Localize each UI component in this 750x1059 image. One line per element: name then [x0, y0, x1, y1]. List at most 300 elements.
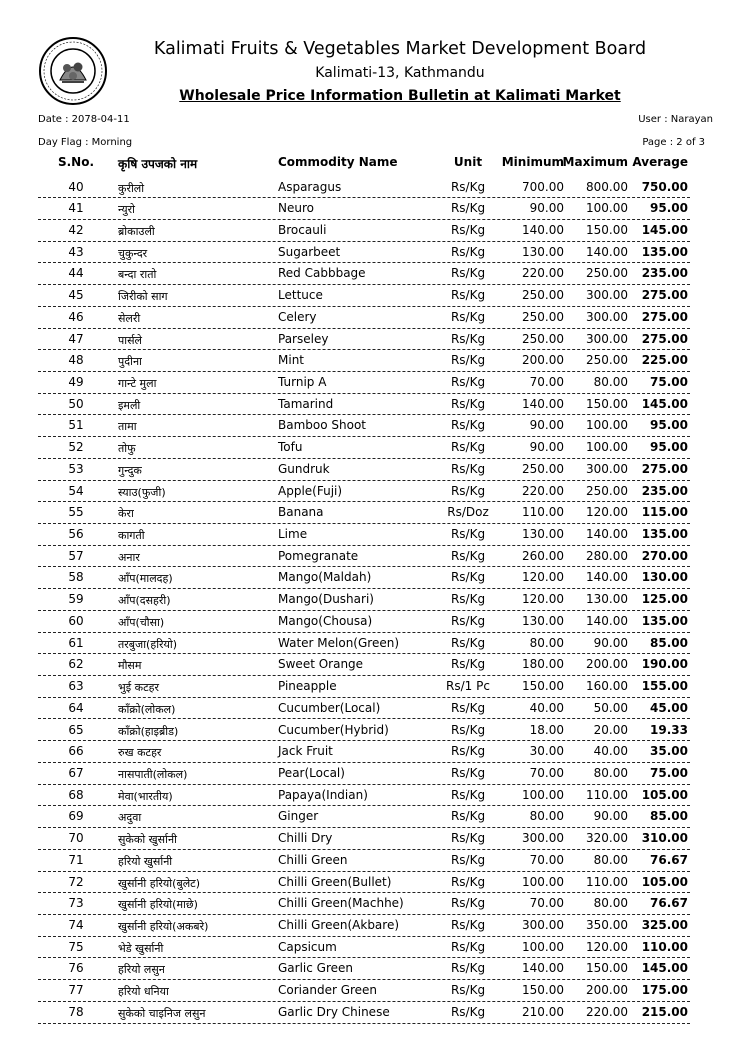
- row-maximum: 300.00: [586, 309, 628, 324]
- row-nepali-name: अदुवा: [118, 811, 142, 825]
- bulletin-title: Wholesale Price Information Bulletin at Kalimati Market: [179, 88, 621, 104]
- table-row: [38, 523, 690, 546]
- row-maximum: 110.00: [586, 787, 628, 802]
- row-nepali-name: खुर्सानी हरियो(माछे): [118, 898, 198, 912]
- row-sno: 51: [68, 418, 84, 433]
- row-maximum: 80.00: [593, 374, 628, 389]
- row-unit: Rs/Kg: [450, 527, 486, 542]
- row-sno: 40: [68, 179, 84, 194]
- table-row: [38, 480, 690, 503]
- row-commodity-name: Water Melon(Green): [278, 635, 400, 650]
- row-nepali-name: खुर्सानी हरियो(अकबरे): [118, 919, 209, 933]
- row-unit: Rs/Kg: [450, 896, 486, 911]
- table-row: [38, 501, 690, 524]
- row-average: 75.00: [650, 374, 688, 389]
- row-maximum: 250.00: [586, 353, 628, 368]
- table-row: [38, 697, 690, 720]
- row-sno: 64: [68, 700, 84, 715]
- row-average: 75.00: [650, 765, 688, 780]
- row-nepali-name: पुदीना: [118, 355, 142, 369]
- row-sno: 55: [68, 505, 84, 520]
- row-minimum: 70.00: [529, 896, 564, 911]
- table-row: [38, 349, 690, 372]
- row-maximum: 350.00: [586, 917, 628, 932]
- row-maximum: 250.00: [586, 266, 628, 281]
- row-commodity-name: Chilli Green(Akbare): [278, 917, 400, 932]
- row-sno: 47: [68, 331, 84, 346]
- row-minimum: 220.00: [522, 483, 564, 498]
- row-nepali-name: तामा: [118, 420, 137, 434]
- row-minimum: 90.00: [529, 440, 564, 455]
- row-commodity-name: Bamboo Shoot: [278, 418, 367, 433]
- table-row: [38, 632, 690, 655]
- row-nepali-name: आँप(दसहरी): [118, 594, 171, 608]
- row-commodity-name: Sugarbeet: [278, 244, 341, 259]
- row-nepali-name: पार्सले: [118, 333, 142, 347]
- row-average: 215.00: [641, 1004, 688, 1019]
- row-maximum: 90.00: [593, 635, 628, 650]
- row-average: 190.00: [641, 657, 688, 672]
- row-nepali-name: चुकुन्दर: [118, 246, 148, 260]
- row-commodity-name: Pear(Local): [278, 765, 345, 780]
- row-unit: Rs/Kg: [450, 874, 486, 889]
- row-sno: 75: [68, 939, 84, 954]
- report-user: User : Narayan: [638, 114, 713, 125]
- row-maximum: 80.00: [593, 852, 628, 867]
- row-sno: 48: [68, 353, 84, 368]
- row-nepali-name: भुई कटहर: [118, 681, 159, 695]
- row-average: 19.33: [650, 722, 688, 737]
- row-minimum: 300.00: [522, 831, 564, 846]
- row-nepali-name: सेलरी: [118, 311, 141, 325]
- row-sno: 65: [68, 722, 84, 737]
- row-minimum: 110.00: [522, 505, 564, 520]
- row-minimum: 30.00: [529, 744, 564, 759]
- col-header-nepali: कृषि उपजको नाम: [118, 157, 198, 171]
- table-row: [38, 784, 690, 807]
- table-row: [38, 393, 690, 416]
- row-average: 105.00: [641, 874, 688, 889]
- row-average: 225.00: [641, 353, 688, 368]
- row-commodity-name: Coriander Green: [278, 983, 378, 998]
- row-maximum: 80.00: [593, 896, 628, 911]
- row-sno: 77: [68, 983, 84, 998]
- row-commodity-name: Garlic Green: [278, 961, 354, 976]
- row-nepali-name: इमली: [118, 398, 141, 412]
- row-minimum: 40.00: [529, 700, 564, 715]
- row-maximum: 150.00: [586, 222, 628, 237]
- row-unit: Rs/Doz: [447, 505, 489, 520]
- row-average: 95.00: [650, 201, 688, 216]
- row-nepali-name: केरा: [118, 507, 134, 521]
- row-unit: Rs/Kg: [450, 418, 486, 433]
- row-maximum: 160.00: [586, 679, 628, 694]
- row-sno: 61: [68, 635, 84, 650]
- row-average: 275.00: [641, 331, 688, 346]
- row-unit: Rs/Kg: [450, 592, 486, 607]
- table-row: [38, 871, 690, 894]
- row-sno: 70: [68, 831, 84, 846]
- row-minimum: 100.00: [522, 939, 564, 954]
- row-nepali-name: तरबुजा(हरियो): [118, 637, 178, 651]
- row-maximum: 320.00: [586, 831, 628, 846]
- row-maximum: 100.00: [586, 440, 628, 455]
- row-commodity-name: Mango(Chousa): [278, 613, 373, 628]
- row-average: 45.00: [650, 700, 688, 715]
- row-commodity-name: Mango(Dushari): [278, 592, 374, 607]
- row-average: 35.00: [650, 744, 688, 759]
- row-average: 275.00: [641, 288, 688, 303]
- row-nepali-name: काँक्रो(लोकल): [118, 702, 176, 716]
- table-row: [38, 610, 690, 633]
- row-nepali-name: मौसम: [118, 659, 142, 673]
- row-commodity-name: Red Cabbbage: [278, 266, 366, 281]
- row-nepali-name: खुर्सानी हरियो(बुलेट): [118, 876, 201, 890]
- row-sno: 50: [68, 396, 84, 411]
- table-row: [38, 436, 690, 459]
- row-commodity-name: Banana: [278, 505, 324, 520]
- row-sno: 52: [68, 440, 84, 455]
- row-sno: 76: [68, 961, 84, 976]
- row-commodity-name: Chilli Green(Machhe): [278, 896, 404, 911]
- row-sno: 45: [68, 288, 84, 303]
- row-nepali-name: कागती: [118, 529, 145, 543]
- row-maximum: 300.00: [586, 461, 628, 476]
- row-maximum: 200.00: [586, 983, 628, 998]
- row-average: 105.00: [641, 787, 688, 802]
- row-maximum: 800.00: [586, 179, 628, 194]
- row-commodity-name: Pineapple: [278, 679, 337, 694]
- row-minimum: 140.00: [522, 222, 564, 237]
- row-commodity-name: Lime: [278, 527, 308, 542]
- row-commodity-name: Asparagus: [278, 179, 342, 194]
- row-commodity-name: Mint: [278, 353, 304, 368]
- row-unit: Rs/Kg: [450, 396, 486, 411]
- row-nepali-name: नासपाती(लोकल): [118, 767, 188, 781]
- row-unit: Rs/Kg: [450, 266, 486, 281]
- row-sno: 42: [68, 222, 84, 237]
- row-average: 115.00: [641, 505, 688, 520]
- row-average: 135.00: [641, 244, 688, 259]
- row-sno: 69: [68, 809, 84, 824]
- row-average: 85.00: [650, 635, 688, 650]
- row-maximum: 50.00: [593, 700, 628, 715]
- row-nepali-name: रुख कटहर: [118, 746, 162, 760]
- row-minimum: 90.00: [529, 418, 564, 433]
- row-commodity-name: Gundruk: [278, 461, 330, 476]
- row-maximum: 120.00: [586, 505, 628, 520]
- row-sno: 46: [68, 309, 84, 324]
- row-minimum: 140.00: [522, 396, 564, 411]
- row-unit: Rs/Kg: [450, 201, 486, 216]
- row-nepali-name: हरियो धनिया: [118, 985, 169, 999]
- table-row: [38, 219, 690, 242]
- col-header-maximum: Maximum: [562, 155, 628, 169]
- row-commodity-name: Brocauli: [278, 222, 327, 237]
- row-minimum: 250.00: [522, 288, 564, 303]
- row-minimum: 80.00: [529, 809, 564, 824]
- table-row: [38, 197, 690, 220]
- row-nepali-name: काँक्रो(हाइब्रीड): [118, 724, 179, 738]
- table-row: [38, 653, 690, 676]
- row-nepali-name: बन्दा रातो: [118, 268, 157, 282]
- row-minimum: 250.00: [522, 309, 564, 324]
- row-maximum: 90.00: [593, 809, 628, 824]
- row-minimum: 130.00: [522, 613, 564, 628]
- table-row: [38, 762, 690, 785]
- row-unit: Rs/Kg: [450, 483, 486, 498]
- row-minimum: 210.00: [522, 1004, 564, 1019]
- row-maximum: 130.00: [586, 592, 628, 607]
- row-average: 145.00: [641, 961, 688, 976]
- row-minimum: 700.00: [522, 179, 564, 194]
- row-maximum: 250.00: [586, 483, 628, 498]
- row-average: 235.00: [641, 483, 688, 498]
- row-commodity-name: Chilli Dry: [278, 831, 333, 846]
- row-commodity-name: Celery: [278, 309, 317, 324]
- table-row: [38, 675, 690, 698]
- row-unit: Rs/Kg: [450, 852, 486, 867]
- table-row: [38, 176, 690, 199]
- col-header-sno: S.No.: [57, 155, 95, 169]
- row-unit: Rs/Kg: [450, 917, 486, 932]
- table-row: [38, 827, 690, 850]
- row-average: 76.67: [650, 896, 688, 911]
- row-unit: Rs/Kg: [450, 374, 486, 389]
- row-unit: Rs/Kg: [450, 657, 486, 672]
- row-minimum: 250.00: [522, 331, 564, 346]
- row-minimum: 130.00: [522, 244, 564, 259]
- row-sno: 78: [68, 1004, 84, 1019]
- row-sno: 57: [68, 548, 84, 563]
- row-unit: Rs/Kg: [450, 461, 486, 476]
- row-average: 155.00: [641, 679, 688, 694]
- row-average: 275.00: [641, 461, 688, 476]
- row-minimum: 80.00: [529, 635, 564, 650]
- row-sno: 72: [68, 874, 84, 889]
- row-maximum: 140.00: [586, 613, 628, 628]
- row-unit: Rs/Kg: [450, 939, 486, 954]
- row-nepali-name: आँप(चौसा): [118, 615, 165, 629]
- table-row: [38, 458, 690, 481]
- row-commodity-name: Capsicum: [278, 939, 337, 954]
- org-title: Kalimati Fruits & Vegetables Market Development Board: [153, 39, 647, 59]
- row-sno: 56: [68, 527, 84, 542]
- table-row: [38, 719, 690, 742]
- table-row: [38, 892, 690, 915]
- table-row: [38, 371, 690, 394]
- row-nepali-name: हरियो खुर्सानी: [118, 854, 173, 868]
- row-average: 310.00: [641, 831, 688, 846]
- row-nepali-name: गान्टे मुला: [118, 376, 157, 390]
- row-nepali-name: आँप(मालदह): [118, 572, 173, 586]
- row-commodity-name: Cucumber(Hybrid): [278, 722, 389, 737]
- table-row: [38, 957, 690, 980]
- table-row: [38, 936, 690, 959]
- row-maximum: 140.00: [586, 527, 628, 542]
- row-sno: 66: [68, 744, 84, 759]
- row-maximum: 280.00: [586, 548, 628, 563]
- row-sno: 62: [68, 657, 84, 672]
- row-average: 145.00: [641, 222, 688, 237]
- row-maximum: 100.00: [586, 418, 628, 433]
- row-sno: 74: [68, 917, 84, 932]
- table-row: [38, 328, 690, 351]
- row-average: 145.00: [641, 396, 688, 411]
- row-unit: Rs/Kg: [450, 961, 486, 976]
- row-unit: Rs/Kg: [450, 222, 486, 237]
- row-average: 76.67: [650, 852, 688, 867]
- row-average: 235.00: [641, 266, 688, 281]
- row-minimum: 120.00: [522, 592, 564, 607]
- row-minimum: 150.00: [522, 983, 564, 998]
- row-average: 95.00: [650, 440, 688, 455]
- report-date: Date : 2078-04-11: [38, 114, 130, 125]
- row-nepali-name: अनार: [118, 550, 140, 564]
- row-nepali-name: हरियो लसुन: [118, 963, 165, 977]
- row-minimum: 130.00: [522, 527, 564, 542]
- row-maximum: 220.00: [586, 1004, 628, 1019]
- row-commodity-name: Jack Fruit: [278, 744, 333, 759]
- row-sno: 59: [68, 592, 84, 607]
- table-row: [38, 849, 690, 872]
- row-commodity-name: Cucumber(Local): [278, 700, 381, 715]
- row-unit: Rs/Kg: [450, 700, 486, 715]
- table-row: [38, 740, 690, 763]
- row-average: 110.00: [641, 939, 688, 954]
- row-minimum: 70.00: [529, 852, 564, 867]
- row-unit: Rs/Kg: [450, 548, 486, 563]
- row-nepali-name: सुकेको खुर्सानी: [118, 833, 177, 847]
- row-average: 125.00: [641, 592, 688, 607]
- row-unit: Rs/Kg: [450, 353, 486, 368]
- table-row: [38, 588, 690, 611]
- row-maximum: 140.00: [586, 570, 628, 585]
- row-commodity-name: Lettuce: [278, 288, 323, 303]
- row-commodity-name: Tofu: [278, 440, 303, 455]
- row-unit: Rs/Kg: [450, 244, 486, 259]
- row-sno: 44: [68, 266, 84, 281]
- table-row: [38, 914, 690, 937]
- row-maximum: 110.00: [586, 874, 628, 889]
- row-unit: Rs/Kg: [450, 635, 486, 650]
- row-commodity-name: Ginger: [278, 809, 319, 824]
- table-row: [38, 262, 690, 285]
- board-logo: [38, 36, 108, 106]
- table-row: [38, 979, 690, 1002]
- row-unit: Rs/Kg: [450, 1004, 486, 1019]
- row-maximum: 20.00: [593, 722, 628, 737]
- col-header-commodity: Commodity Name: [278, 155, 398, 169]
- row-average: 85.00: [650, 809, 688, 824]
- row-average: 95.00: [650, 418, 688, 433]
- row-minimum: 250.00: [522, 461, 564, 476]
- row-sno: 67: [68, 765, 84, 780]
- row-maximum: 200.00: [586, 657, 628, 672]
- row-commodity-name: Turnip A: [278, 374, 327, 389]
- row-sno: 53: [68, 461, 84, 476]
- table-row: [38, 284, 690, 307]
- row-unit: Rs/Kg: [450, 613, 486, 628]
- row-commodity-name: Sweet Orange: [278, 657, 364, 672]
- row-unit: Rs/Kg: [450, 331, 486, 346]
- row-commodity-name: Pomegranate: [278, 548, 359, 563]
- row-unit: Rs/Kg: [450, 983, 486, 998]
- row-nepali-name: सुकेको चाइनिज लसुन: [118, 1006, 206, 1020]
- org-address: Kalimati-13, Kathmandu: [315, 65, 485, 81]
- row-sno: 73: [68, 896, 84, 911]
- row-sno: 68: [68, 787, 84, 802]
- row-minimum: 100.00: [522, 787, 564, 802]
- row-minimum: 18.00: [529, 722, 564, 737]
- table-row: [38, 414, 690, 437]
- row-maximum: 300.00: [586, 288, 628, 303]
- col-header-minimum: Minimum: [501, 155, 564, 169]
- row-minimum: 200.00: [522, 353, 564, 368]
- row-sno: 54: [68, 483, 84, 498]
- row-commodity-name: Apple(Fuji): [278, 483, 343, 498]
- row-maximum: 100.00: [586, 201, 628, 216]
- row-unit: Rs/Kg: [450, 787, 486, 802]
- row-commodity-name: Garlic Dry Chinese: [278, 1004, 390, 1019]
- row-commodity-name: Chilli Green: [278, 852, 348, 867]
- page-number: Page : 2 of 3: [642, 137, 705, 148]
- row-minimum: 300.00: [522, 917, 564, 932]
- table-row: [38, 306, 690, 329]
- row-average: 270.00: [641, 548, 688, 563]
- row-nepali-name: ब्रोकाउली: [118, 224, 155, 238]
- row-unit: Rs/Kg: [450, 809, 486, 824]
- row-maximum: 80.00: [593, 765, 628, 780]
- row-minimum: 70.00: [529, 374, 564, 389]
- row-minimum: 220.00: [522, 266, 564, 281]
- row-average: 130.00: [641, 570, 688, 585]
- row-nepali-name: तोफु: [118, 442, 136, 456]
- row-minimum: 140.00: [522, 961, 564, 976]
- row-average: 750.00: [641, 179, 688, 194]
- row-unit: Rs/1 Pc: [446, 679, 490, 694]
- row-minimum: 150.00: [522, 679, 564, 694]
- row-unit: Rs/Kg: [450, 765, 486, 780]
- day-flag: Day Flag : Morning: [38, 137, 133, 148]
- row-minimum: 180.00: [522, 657, 564, 672]
- row-minimum: 100.00: [522, 874, 564, 889]
- row-maximum: 150.00: [586, 396, 628, 411]
- row-unit: Rs/Kg: [450, 288, 486, 303]
- row-minimum: 70.00: [529, 765, 564, 780]
- row-nepali-name: स्याउ(फुजी): [118, 485, 166, 499]
- row-minimum: 120.00: [522, 570, 564, 585]
- row-nepali-name: गुन्दुक: [118, 463, 142, 477]
- table-row: [38, 1001, 690, 1024]
- row-average: 135.00: [641, 613, 688, 628]
- row-average: 135.00: [641, 527, 688, 542]
- row-unit: Rs/Kg: [450, 744, 486, 759]
- row-minimum: 90.00: [529, 201, 564, 216]
- row-unit: Rs/Kg: [450, 309, 486, 324]
- table-row: [38, 545, 690, 568]
- table-row: [38, 241, 690, 264]
- row-sno: 71: [68, 852, 84, 867]
- row-maximum: 300.00: [586, 331, 628, 346]
- row-commodity-name: Mango(Maldah): [278, 570, 372, 585]
- row-sno: 60: [68, 613, 84, 628]
- row-maximum: 140.00: [586, 244, 628, 259]
- row-commodity-name: Chilli Green(Bullet): [278, 874, 392, 889]
- row-commodity-name: Parseley: [278, 331, 329, 346]
- row-unit: Rs/Kg: [450, 179, 486, 194]
- row-minimum: 260.00: [522, 548, 564, 563]
